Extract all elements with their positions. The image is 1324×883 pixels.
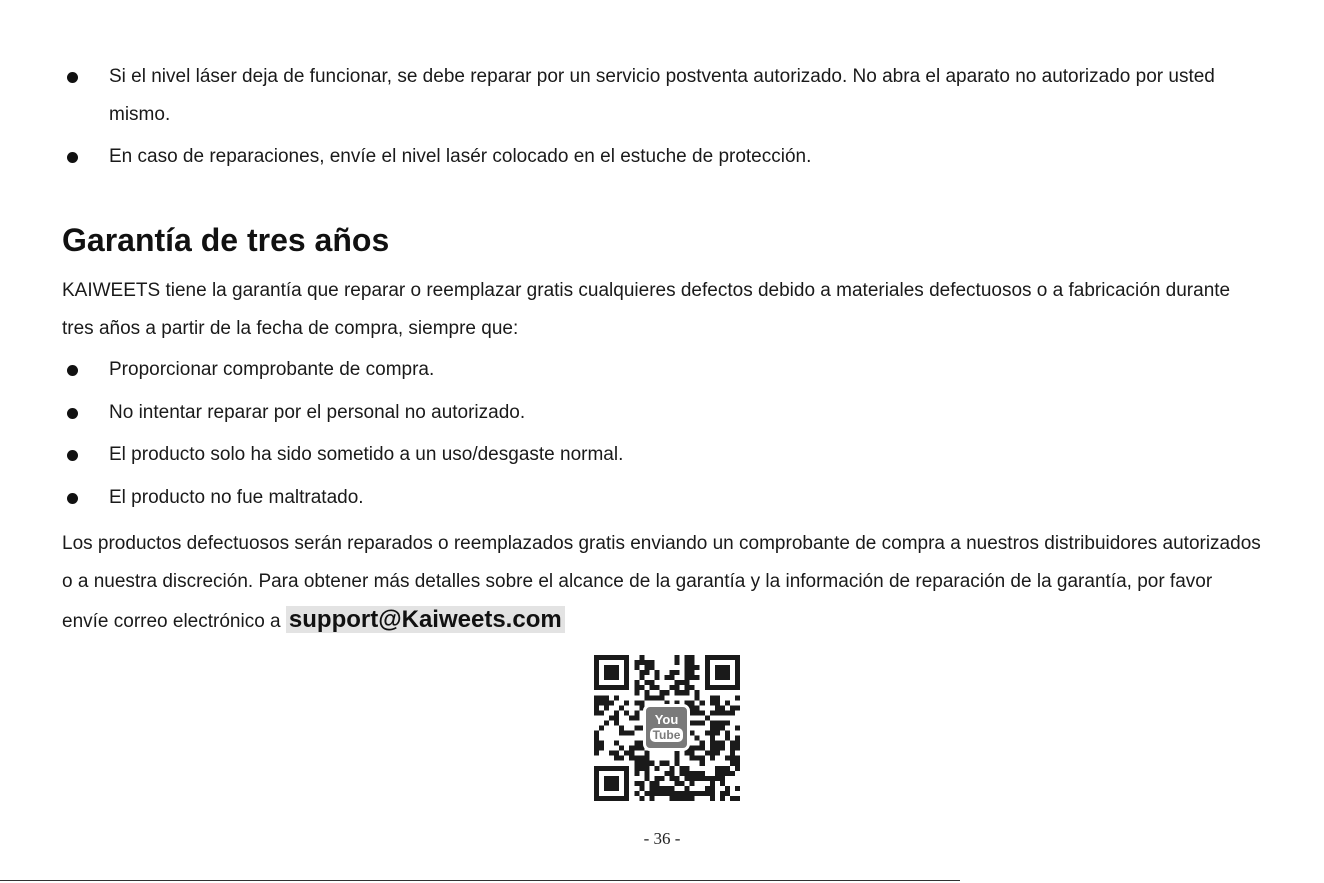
page-number: - 36 - [643,829,681,848]
bullet-dot-icon [67,450,78,461]
warranty-closing [62,525,1262,641]
section-title: Garantía de tres años [62,222,390,258]
bullet-item [62,138,1262,176]
condition-text: No intentar reparar por el personal no autorizado. [109,402,526,423]
bullet-dot-icon [67,72,78,83]
condition-text: El producto solo ha sido sometido a un uso/desgaste normal. [109,444,624,465]
bullet-text: En caso de reparaciones, envíe el nivel lasér colocado en el estuche de protección. [109,146,812,167]
condition-item [62,436,1262,474]
condition-item [62,479,1262,517]
youtube-logo-you: You [654,712,679,727]
condition-text: Proporcionar comprobante de compra. [109,359,435,380]
support-email-link[interactable]: support@Kaiweets.com [286,606,565,633]
condition-text: El producto no fue maltratado. [109,487,364,508]
bullet-dot-icon [67,365,78,376]
bottom-divider [0,880,960,881]
bullet-item [62,58,1262,134]
bullet-dot-icon [67,152,78,163]
bullet-text: Si el nivel láser deja de funcionar, se debe reparar por un servicio postventa autorizado. No abra el aparato no autorizado por usted mismo. [109,66,1215,125]
warranty-intro: KAIWEETS tiene la garantía que reparar o reemplazar gratis cualquieres defectos debido a materiales defectuosos o a fabricación durante tres años a partir de la fecha de compra, siempre que: [62,280,1231,339]
bullet-dot-icon [67,493,78,504]
youtube-logo-icon [643,704,690,751]
youtube-logo-tube: Tube [650,728,684,742]
closing-text: Los productos defectuosos serán reparados o reemplazados gratis enviando un comprobante de compra a nuestros distribuidores autorizados o a nuestra discreción. Para obtener más detalles sobre el alcance de la garantía y la información de reparación de la garantía, por favor envíe correo electrónico a [62,533,1261,632]
bullet-dot-icon [67,408,78,419]
condition-item [62,394,1262,432]
condition-item [62,351,1262,389]
